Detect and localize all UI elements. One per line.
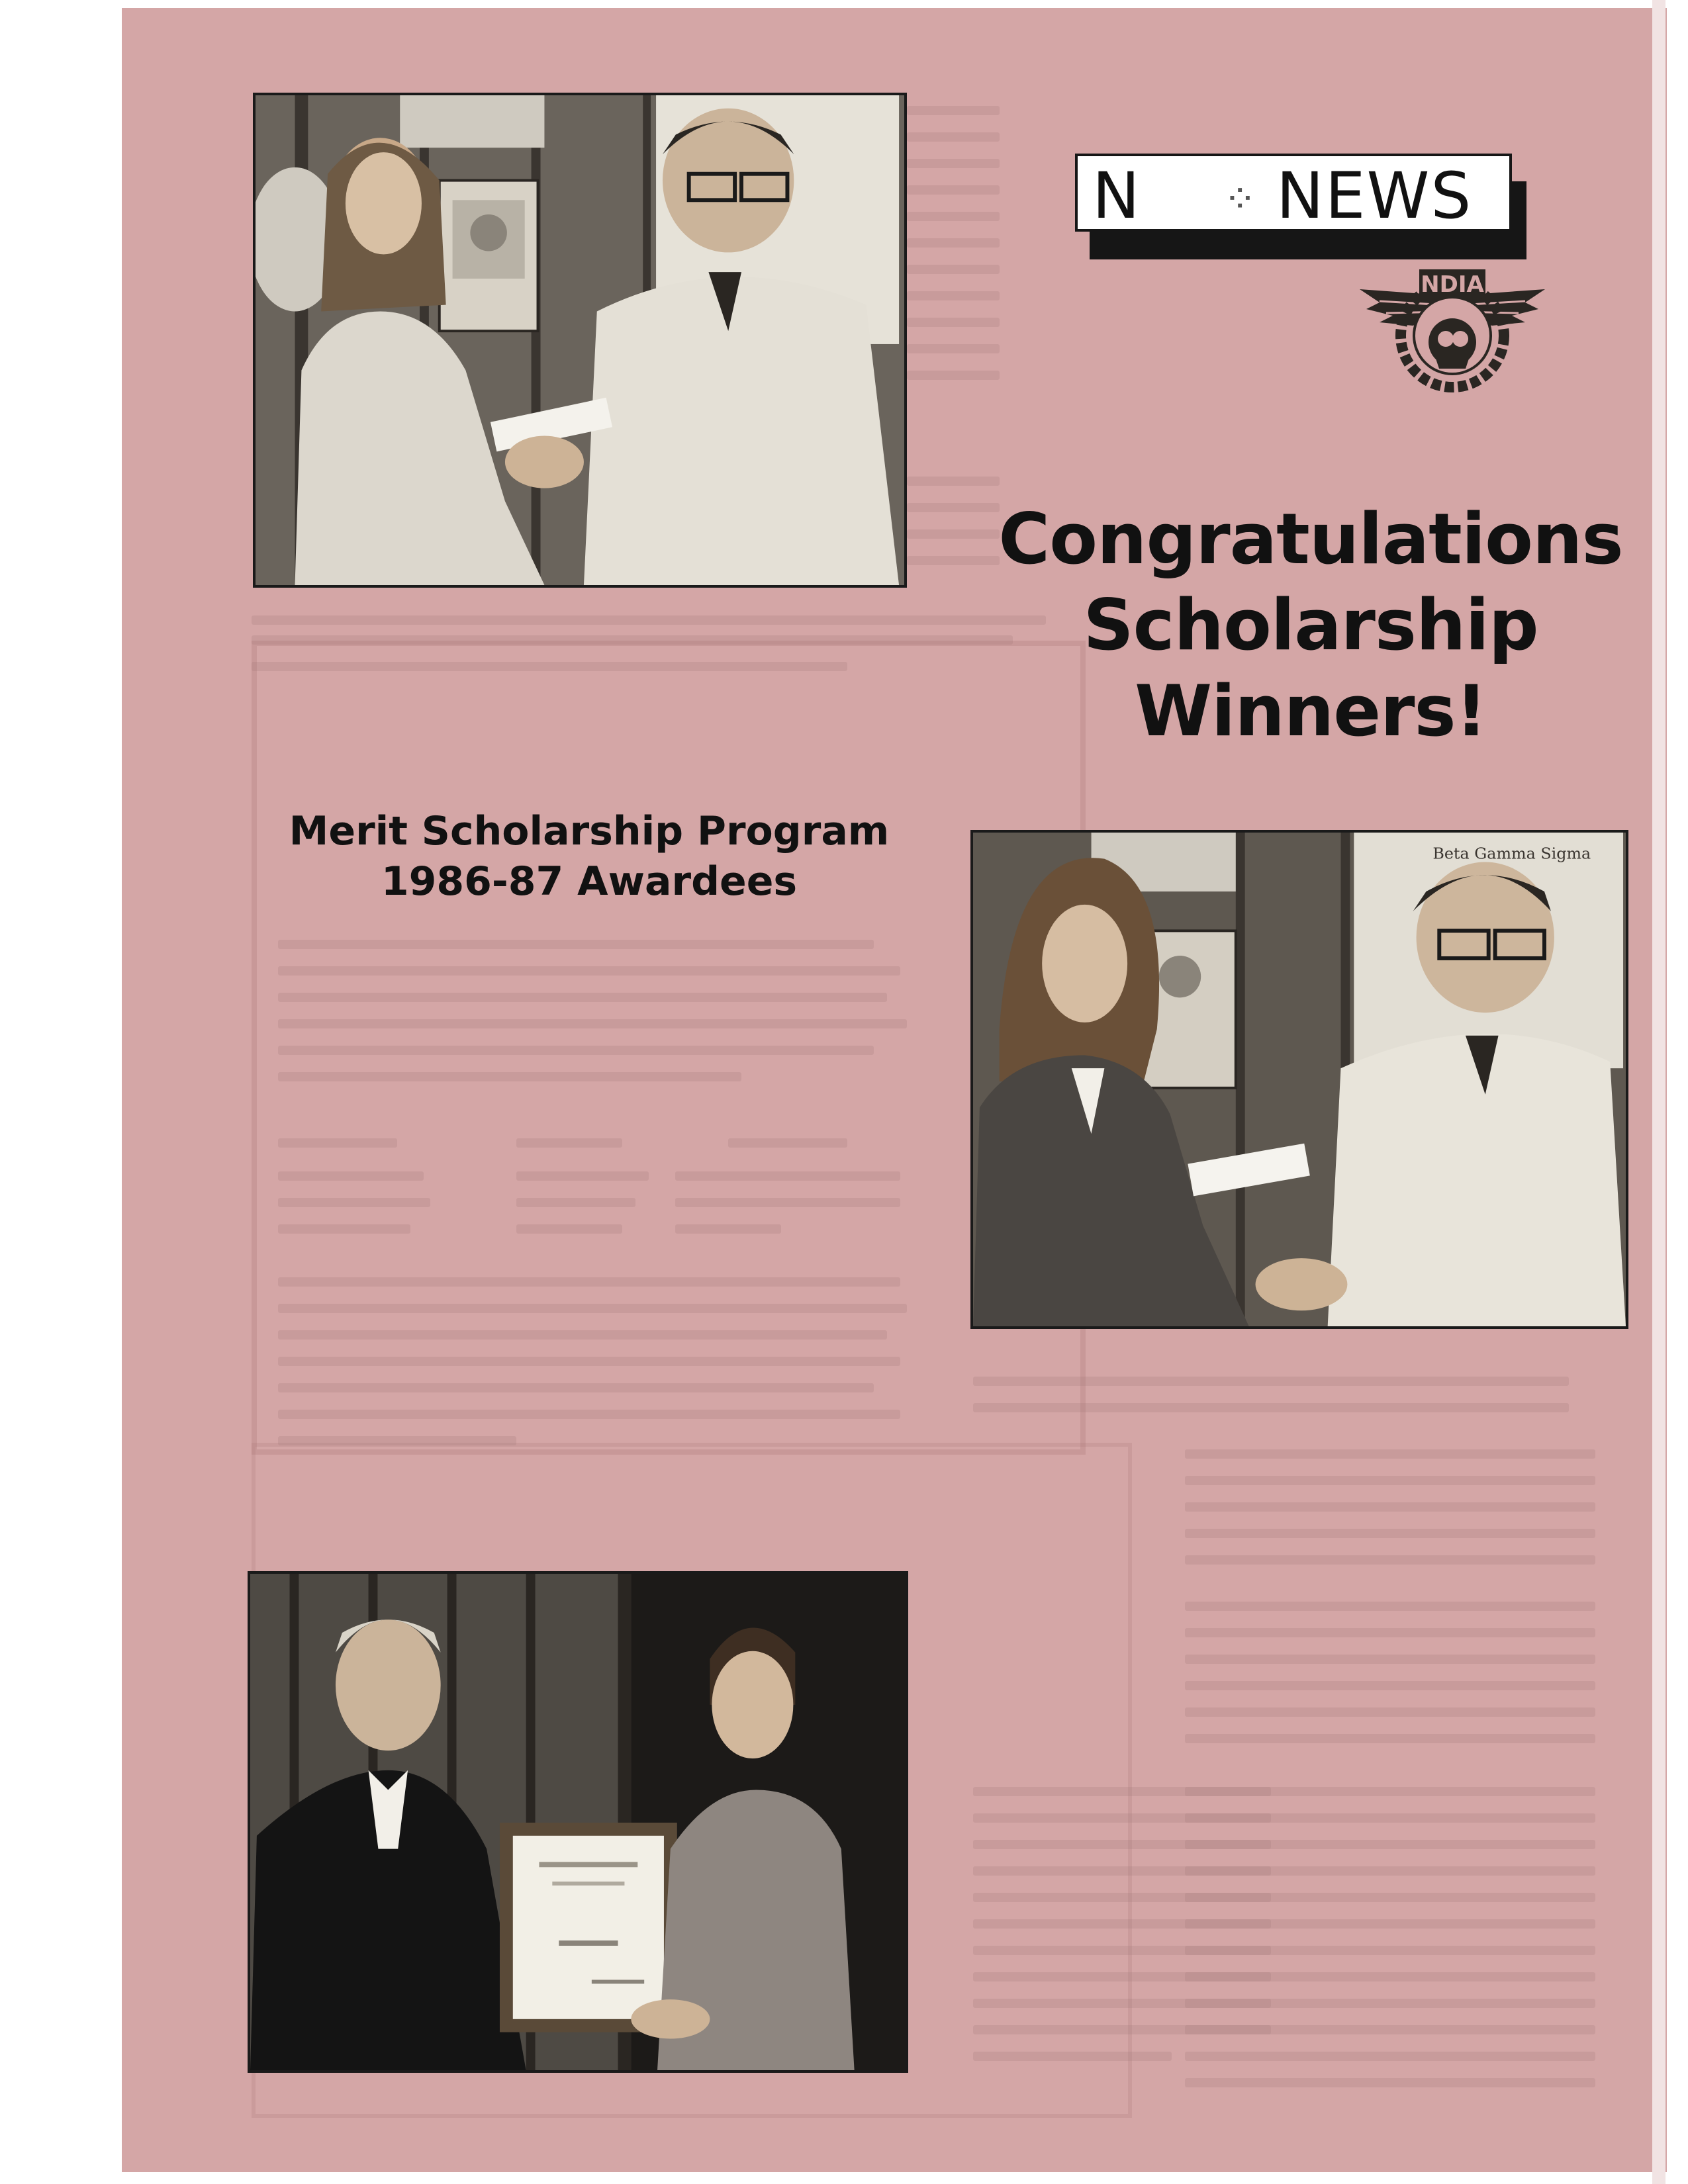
ndia-wings-emblem-icon (1353, 250, 1552, 395)
section-title-line-1: Merit Scholarship Program (289, 808, 890, 854)
headline (966, 496, 1655, 754)
section-title (218, 806, 960, 907)
photo-3-image (250, 1574, 906, 2070)
ndia-news-logo (1075, 154, 1532, 405)
photo-check-presentation-2 (970, 830, 1628, 1329)
photo-check-presentation-1 (253, 93, 907, 588)
headline-line-2: Scholarship (1083, 584, 1538, 666)
photo-1-image (256, 95, 904, 585)
logo-news-word: NEWS (1276, 159, 1473, 233)
logo-box (1075, 154, 1512, 232)
page-edge (1652, 0, 1665, 2184)
headline-line-3: Winners! (1135, 670, 1487, 752)
emblem-text: NDIA (1421, 271, 1484, 298)
section-title-line-2: 1986-87 Awardees (381, 858, 798, 905)
photo-2-image (973, 833, 1626, 1326)
logo-letter-n: N (1092, 159, 1141, 233)
logo-mark: ⁘ (1223, 176, 1258, 222)
photo-certificate-presentation (248, 1571, 908, 2073)
headline-line-1: Congratulations (998, 498, 1623, 580)
banner-text: Beta Gamma Sigma (1432, 844, 1591, 863)
